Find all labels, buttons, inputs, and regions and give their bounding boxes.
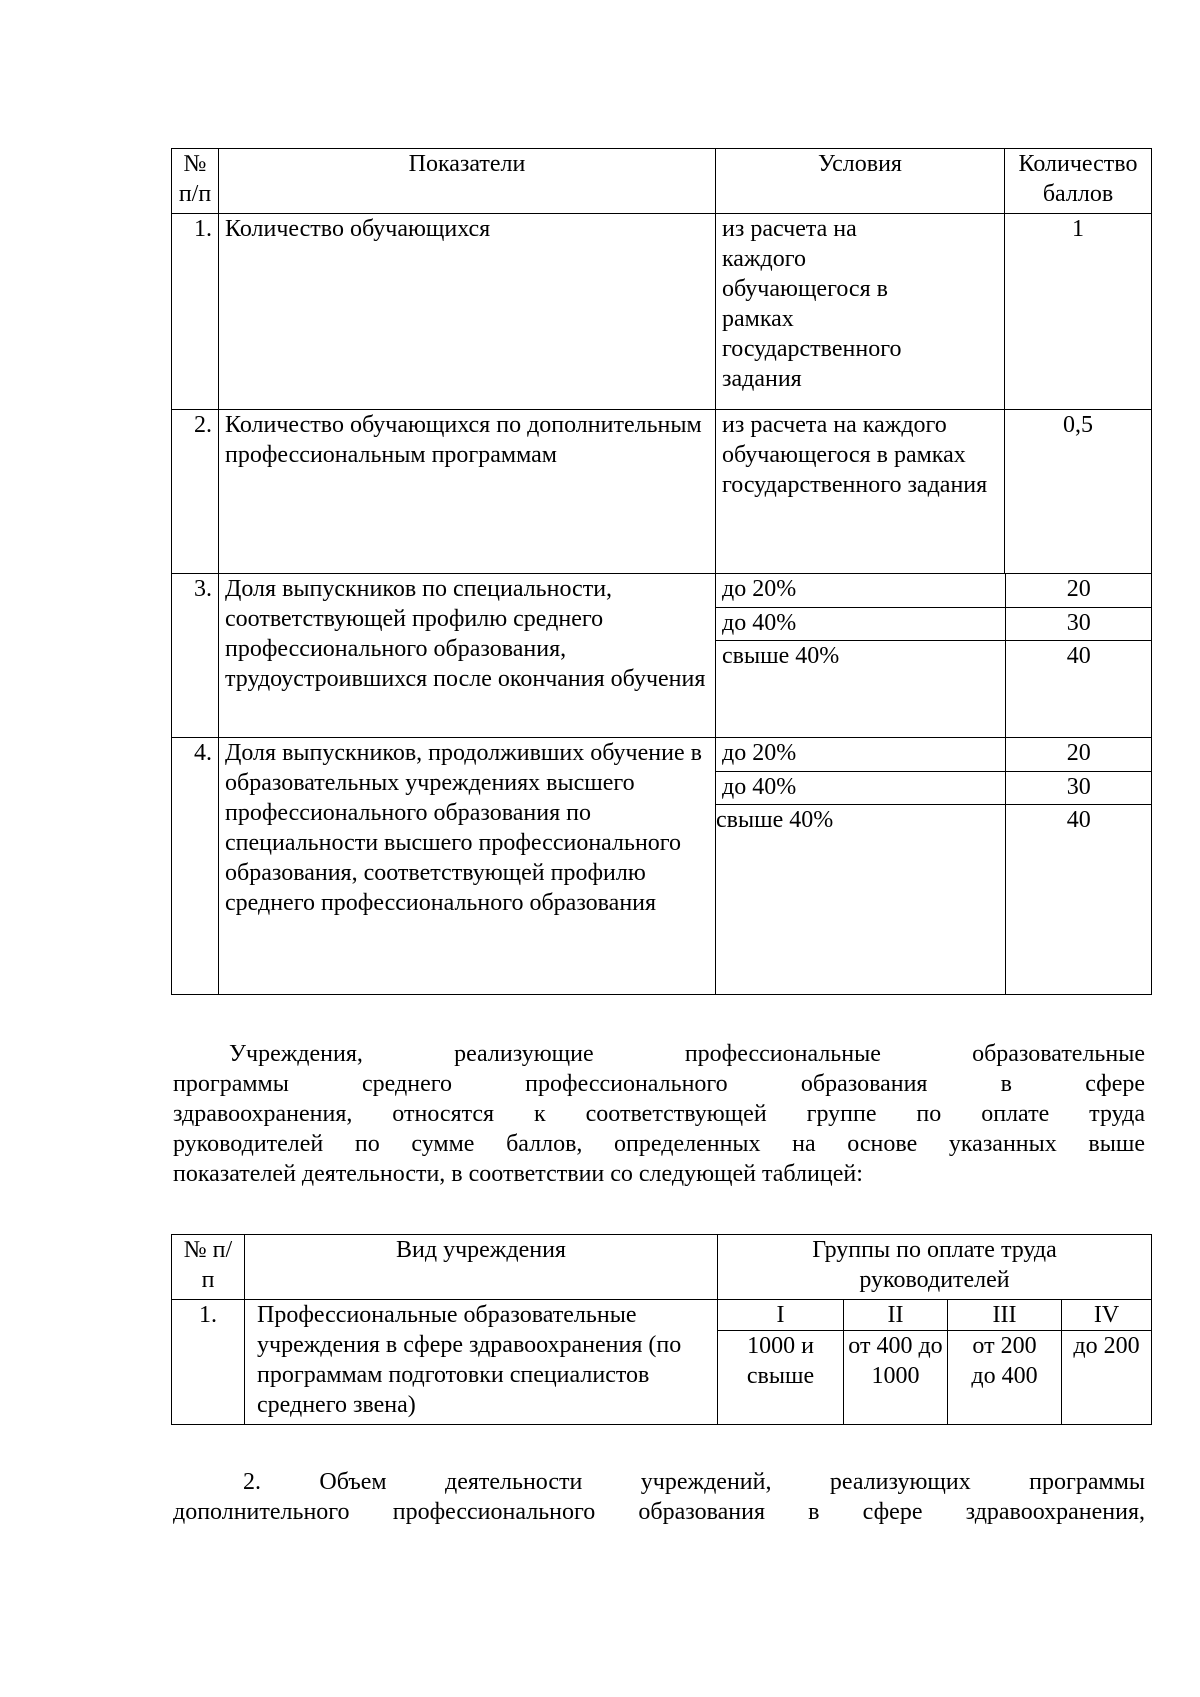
points-cell: 40 <box>1005 640 1152 737</box>
table-row <box>172 738 1152 995</box>
paragraph-line: здравоохранения, относятся к соответствующей группе по оплате труда <box>173 1101 1145 1127</box>
header-points: Количество баллов <box>1005 149 1152 214</box>
group-label: III <box>948 1300 1062 1331</box>
condition-cell: свыше 40% <box>716 804 1005 994</box>
condition-cell: до 20% <box>722 576 797 602</box>
group-value: от 200 до 400 <box>948 1331 1062 1425</box>
row-num: 1. <box>172 214 219 410</box>
row-indicator: Количество обучающихся по дополнительным профессиональным программам <box>219 410 716 574</box>
row-points: 1 <box>1005 214 1152 410</box>
group-label: IV <box>1062 1300 1152 1331</box>
table-row <box>172 574 1152 738</box>
row-conditions-block <box>716 574 1152 738</box>
row-num: 3. <box>172 574 219 738</box>
paragraph-line: руководителей по сумме баллов, определенных на основе указанных выше <box>173 1131 1145 1157</box>
header-conditions: Условия <box>716 149 1005 214</box>
indicators-table-header <box>172 149 1152 214</box>
paragraph-line: показателей деятельности, в соответствии со следующей таблицей: <box>173 1161 863 1187</box>
conditions-subtable <box>716 574 1152 737</box>
row-points: 0,5 <box>1005 410 1152 574</box>
row-type: Профессиональные образовательные учреждения в сфере здравоохранения (по программам подготовки специалистов среднего звена) <box>245 1300 718 1425</box>
row-indicator: Доля выпускников по специальности, соответствующей профилю среднего профессионального образования, трудоустроившихся после окончания обучения <box>219 574 716 738</box>
points-cell: 20 <box>1005 738 1152 771</box>
paragraph-line: дополнительного профессионального образования в сфере здравоохранения, <box>173 1499 1145 1525</box>
condition-cell: до 40% <box>716 771 1005 804</box>
group-value: до 200 <box>1062 1331 1152 1425</box>
row-num: 2. <box>172 410 219 574</box>
condition-cell: до 40% <box>716 607 1005 640</box>
paragraph-groups <box>173 1039 1145 1189</box>
paragraph-line: 2. Объем деятельности учреждений, реализующих программы <box>243 1469 1145 1495</box>
header-num: № п/п <box>172 1235 245 1300</box>
table-row <box>172 214 1152 410</box>
row-indicator: Доля выпускников, продолживших обучение в образовательных учреждениях высшего профессионального образования по специальности высшего профессионального образования, соответствующей профилю среднего профессионального образования <box>219 738 716 995</box>
points-cell: 30 <box>1005 771 1152 804</box>
group-label: II <box>844 1300 948 1331</box>
row-conditions-block <box>716 738 1152 995</box>
points-cell: 40 <box>1005 804 1152 994</box>
groups-table <box>171 1234 1152 1425</box>
row-num: 1. <box>172 1300 245 1425</box>
paragraph-line: программы среднего профессионального образования в сфере <box>173 1071 1145 1097</box>
row-condition: из расчета на каждого обучающегося в рамках государственного задания <box>716 410 1005 574</box>
paragraph-section-2 <box>173 1467 1145 1527</box>
points-cell: 20 <box>1005 574 1152 607</box>
group-value: 1000 и свыше <box>718 1331 844 1425</box>
group-value: от 400 до 1000 <box>844 1331 948 1425</box>
groups-table-header <box>172 1235 1152 1300</box>
paragraph-line: Учреждения, реализующие профессиональные образовательные <box>229 1041 1145 1067</box>
header-groups: Группы по оплате труда руководителей <box>718 1235 1152 1300</box>
conditions-subtable <box>716 738 1152 994</box>
header-indicators: Показатели <box>219 149 716 214</box>
groups-label-row <box>172 1300 1152 1331</box>
condition-cell: свыше 40% <box>716 640 1005 737</box>
points-cell: 30 <box>1005 607 1152 640</box>
table-row <box>172 410 1152 574</box>
header-num: № п/п <box>172 149 219 214</box>
indicators-table <box>171 148 1152 995</box>
row-indicator: Количество обучающихся <box>219 214 716 410</box>
header-type: Вид учреждения <box>245 1235 718 1300</box>
row-condition: из расчета на каждого обучающегося в рамках государственного задания <box>716 214 1005 410</box>
group-label: I <box>718 1300 844 1331</box>
row-num: 4. <box>172 738 219 995</box>
condition-cell: до 20% <box>722 740 797 766</box>
